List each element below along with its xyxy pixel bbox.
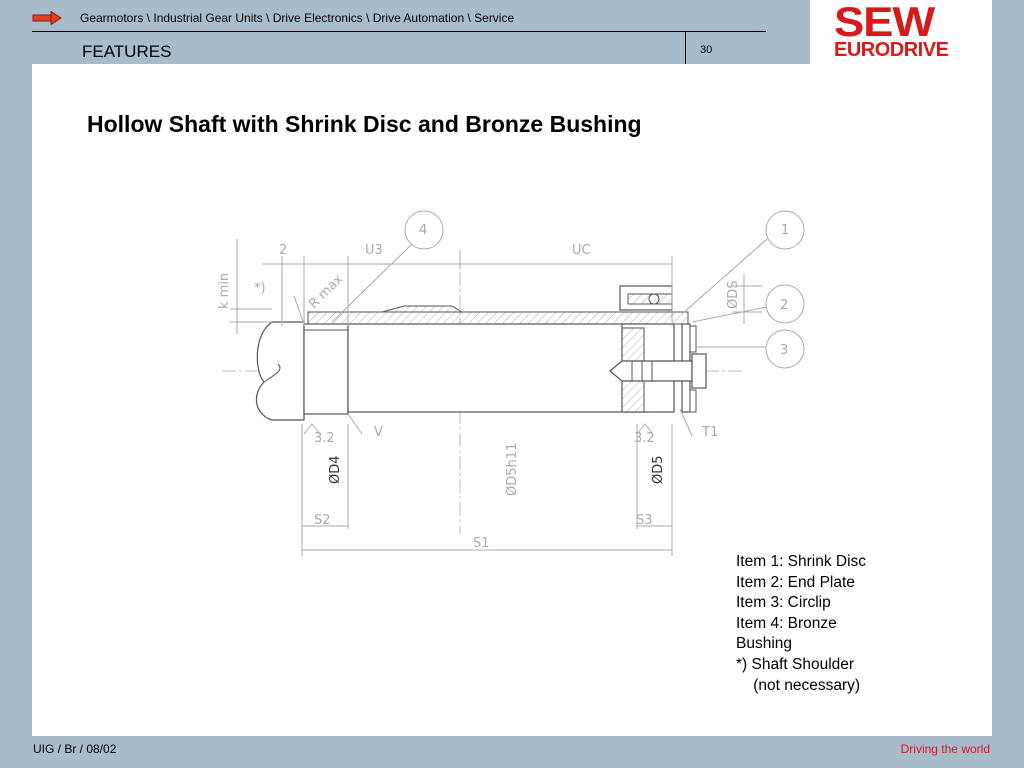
dim-od5: ØD5 xyxy=(651,455,666,484)
dim-u3: U3 xyxy=(365,243,383,258)
logo-eurodrive-text: EURODRIVE xyxy=(834,39,949,61)
dim-s2: S2 xyxy=(314,513,331,528)
hollow-shaft xyxy=(348,324,648,412)
dim-3-2-right: 3.2 xyxy=(634,431,655,446)
page-number: 30 xyxy=(700,44,713,56)
slide-content xyxy=(32,64,992,736)
dim-t1: T1 xyxy=(702,425,719,440)
parts-legend xyxy=(736,552,896,696)
hollow-shaft-wall xyxy=(308,312,688,324)
slide-title: Hollow Shaft with Shrink Disc and Bronze Bushing xyxy=(87,111,642,137)
callout-1-label: 1 xyxy=(781,223,790,238)
retaining-bolt xyxy=(610,361,692,381)
logo-sew-text: SEW xyxy=(834,0,935,45)
legend-item-2: Item 2: End Plate xyxy=(736,573,855,591)
dim-v: V xyxy=(374,425,383,440)
dim-s1: S1 xyxy=(473,536,490,551)
callout-3-label: 3 xyxy=(780,343,789,358)
callout-2-label: 2 xyxy=(780,298,789,313)
dim-ods: ØDS xyxy=(726,280,741,309)
callout-4-label: 4 xyxy=(419,223,428,238)
dim-2: 2 xyxy=(279,243,288,258)
header-divider xyxy=(32,31,766,32)
dim-uc: UC xyxy=(572,243,591,258)
header-vertical-divider xyxy=(685,32,686,64)
footer-tagline: Driving the world xyxy=(900,742,990,756)
dim-shoulder: *) xyxy=(254,281,266,296)
arrow-right-icon xyxy=(32,11,62,25)
customer-shaft xyxy=(256,322,304,420)
legend-note-cont: (not necessary) xyxy=(736,676,861,694)
dim-od5h11: ØD5h11 xyxy=(505,442,520,496)
header-bar xyxy=(0,0,810,64)
footer-reference: UIG / Br / 08/02 xyxy=(33,742,117,756)
dim-kmin: k min xyxy=(217,272,232,309)
dim-od4: ØD4 xyxy=(328,455,343,484)
dim-3-2-left: 3.2 xyxy=(314,431,335,446)
bronze-bushing xyxy=(304,324,348,414)
section-title: FEATURES xyxy=(82,42,172,61)
dim-rmax: R max xyxy=(306,271,347,312)
dim-s3: S3 xyxy=(636,513,653,528)
legend-item-1: Item 1: Shrink Disc xyxy=(736,553,867,570)
legend-item-4: Item 4: Bronze xyxy=(736,614,837,632)
legend-note: *) Shaft Shoulder xyxy=(736,655,855,673)
legend-item-4-cont: Bushing xyxy=(736,635,793,653)
legend-item-3: Item 3: Circlip xyxy=(736,594,831,612)
breadcrumb[interactable]: Gearmotors \ Industrial Gear Units \ Drive Electronics \ Drive Automation \ Service xyxy=(80,11,515,25)
sew-eurodrive-logo xyxy=(810,0,992,64)
